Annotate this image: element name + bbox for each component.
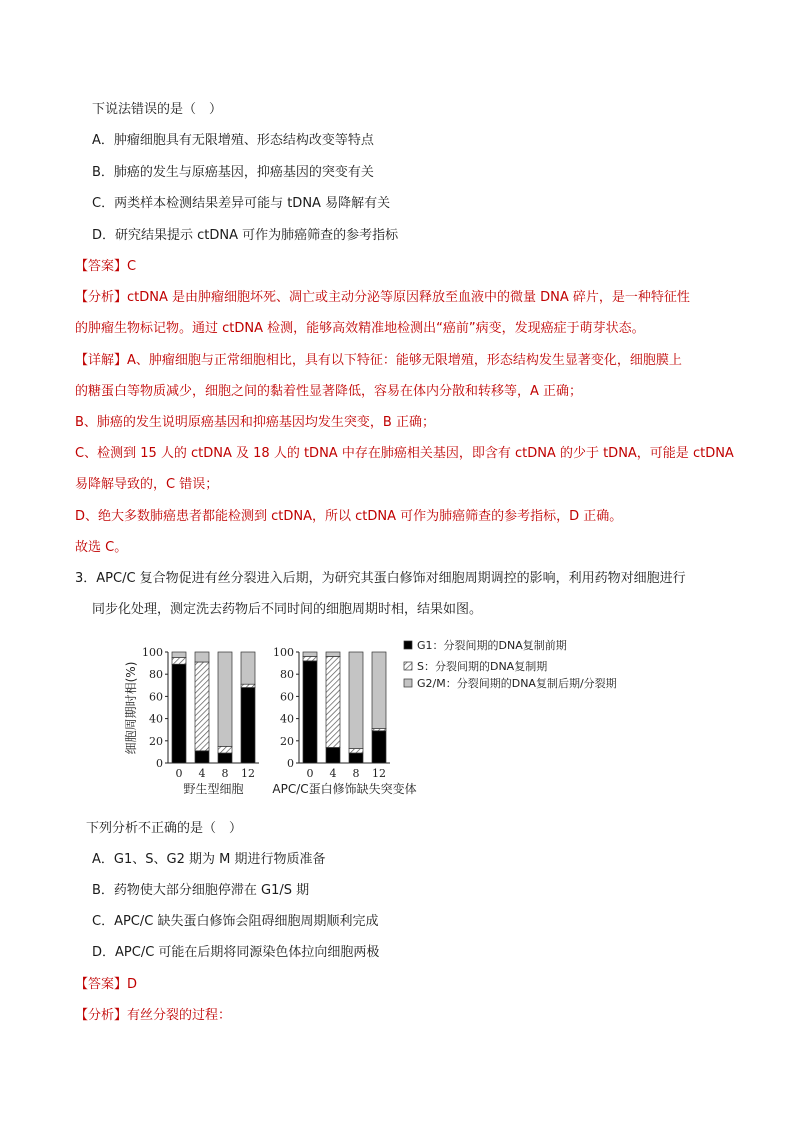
x-tick-label: 12 <box>241 767 255 780</box>
bar-segment <box>241 684 255 687</box>
y-tick-label: 100 <box>142 646 163 659</box>
option-d: D．研究结果提示 ctDNA 可作为肺癌筛查的参考指标 <box>92 228 399 243</box>
x-tick-label: 8 <box>352 767 360 780</box>
bar-segment <box>195 662 209 751</box>
x-tick-label: 8 <box>221 767 229 780</box>
y-tick-label: 40 <box>149 712 163 726</box>
bar-segment <box>218 652 232 746</box>
option-b: B．肺癌的发生与原癌基因，抑癌基因的突变有关 <box>92 165 374 180</box>
detail-line-3: B、肺癌的发生说明原癌基因和抑癌基因均发生突变，B 正确； <box>75 415 435 430</box>
detail-line-4: C、检测到 15 人的 ctDNA 及 18 人的 tDNA 中存在肺癌相关基因，即含有 ctDNA 的少于 tDNA，可能是 ctDNA <box>75 446 734 461</box>
x-tick-label: 4 <box>329 767 337 780</box>
x-tick-label: 0 <box>306 767 314 780</box>
legend-label: S：分裂间期的DNA复制期 <box>417 660 548 673</box>
answer: 【答案】C <box>75 259 137 274</box>
panel-caption: 野生型细胞 <box>183 782 244 796</box>
bar-segment <box>303 656 317 660</box>
x-tick-label: 0 <box>175 767 183 780</box>
legend-swatch <box>404 679 412 687</box>
legend-label: G1：分裂间期的DNA复制前期 <box>417 639 567 652</box>
y-tick-label: 40 <box>280 712 294 726</box>
question-3-stem-2: 同步化处理，测定洗去药物后不同时间的细胞周期时相，结果如图。 <box>92 602 483 617</box>
y-tick-label: 80 <box>149 668 163 682</box>
y-tick-label: 20 <box>149 734 163 748</box>
bar-segment <box>195 652 209 662</box>
question-3-stem-1: 3．APC/C 复合物促进有丝分裂进入后期，为研究其蛋白修饰对细胞周期调控的影响，利用药物对细胞进行 <box>75 571 686 586</box>
bar-segment <box>372 652 386 729</box>
q3-option-a: A．G1、S、G2 期为 M 期进行物质准备 <box>92 852 326 867</box>
bar-segment <box>349 749 363 753</box>
legend-swatch <box>404 662 412 670</box>
bar-segment <box>172 658 186 665</box>
panel-caption: APC/C蛋白修饰缺失突变体 <box>272 782 417 796</box>
legend-swatch <box>404 641 412 649</box>
bar-segment <box>241 652 255 684</box>
analysis-line-2: 的肿瘤生物标记物。通过 ctDNA 检测，能够高效精准地检测出“癌前”病变，发现癌症于萌芽状态。 <box>75 321 645 336</box>
bar-segment <box>326 652 340 656</box>
bar-segment <box>218 746 232 753</box>
y-tick-label: 80 <box>280 668 294 682</box>
q3-analysis: 【分析】有丝分裂的过程： <box>75 1008 232 1023</box>
detail-line-2: 的糖蛋白等物质减少，细胞之间的黏着性显著降低，容易在体内分散和转移等，A 正确； <box>75 384 583 399</box>
cell-cycle-chart <box>120 632 680 807</box>
y-tick-label: 60 <box>149 690 163 704</box>
q3-option-c: C．APC/C 缺失蛋白修饰会阻碍细胞周期顺利完成 <box>92 914 379 929</box>
option-c: C．两类样本检测结果差异可能与 tDNA 易降解有关 <box>92 196 391 211</box>
y-tick-label: 0 <box>156 757 163 770</box>
bar-segment <box>218 753 232 763</box>
option-a: A．肿瘤细胞具有无限增殖、形态结构改变等特点 <box>92 133 374 148</box>
bar-segment <box>349 652 363 749</box>
x-tick-label: 12 <box>372 767 386 780</box>
x-tick-label: 4 <box>198 767 206 780</box>
detail-line-6: D、绝大多数肺癌患者都能检测到 ctDNA，所以 ctDNA 可作为肺癌筛查的参考指标，D 正确。 <box>75 509 623 524</box>
analysis-line-1: 【分析】ctDNA 是由肿瘤细胞坏死、凋亡或主动分泌等原因释放至血液中的微量 DNA 碎片，是一种特征性 <box>75 290 690 305</box>
bar-segment <box>172 664 186 763</box>
bar-segment <box>349 753 363 763</box>
bar-segment <box>326 656 340 747</box>
bar-segment <box>303 652 317 656</box>
bar-segment <box>172 652 186 658</box>
conclusion: 故选 C。 <box>75 540 128 555</box>
bar-segment <box>241 688 255 763</box>
q3-option-b: B．药物使大部分细胞停滞在 G1/S 期 <box>92 883 310 898</box>
bar-segment <box>195 751 209 763</box>
question-3-prompt: 下列分析不正确的是（ ） <box>86 821 243 836</box>
bar-segment <box>372 731 386 763</box>
y-tick-label: 60 <box>280 690 294 704</box>
q3-answer: 【答案】D <box>75 977 138 992</box>
legend-label: G2/M：分裂间期的DNA复制后期/分裂期 <box>417 677 617 690</box>
bar-segment <box>326 747 340 763</box>
bar-segment <box>303 661 317 763</box>
y-tick-label: 0 <box>287 757 294 770</box>
y-tick-label: 100 <box>273 646 294 659</box>
detail-line-1: 【详解】A、肿瘤细胞与正常细胞相比，具有以下特征：能够无限增殖，形态结构发生显著变化，细胞膜上 <box>75 353 682 368</box>
q3-option-d: D．APC/C 可能在后期将同源染色体拉向细胞两极 <box>92 945 380 960</box>
question-2-stem: 下说法错误的是（ ） <box>92 102 223 117</box>
y-tick-label: 20 <box>280 734 294 748</box>
detail-line-5: 易降解导致的，C 错误； <box>75 477 219 492</box>
y-axis-title: 细胞周期时相(%) <box>124 661 138 755</box>
